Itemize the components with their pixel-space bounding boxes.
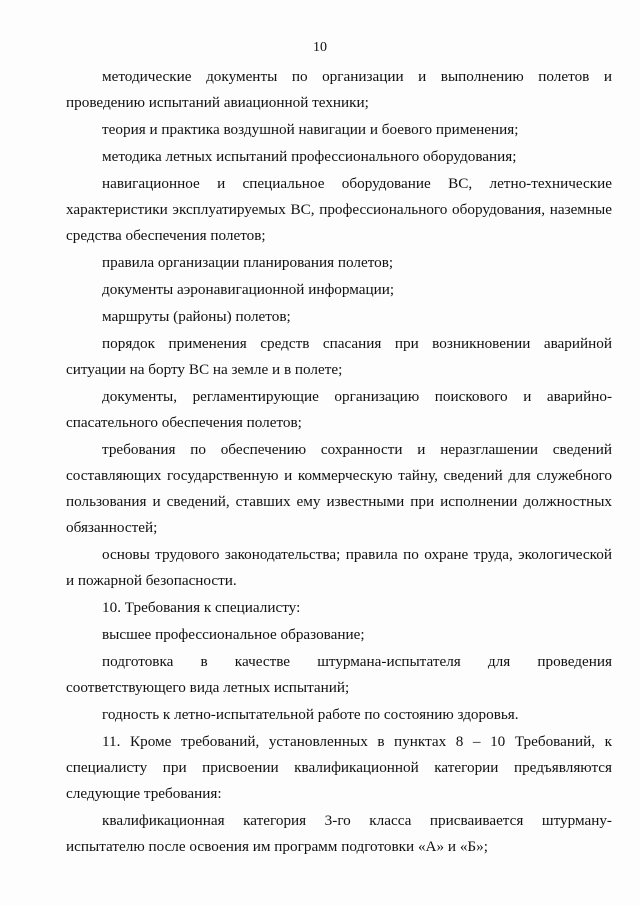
page-number: 10: [313, 40, 327, 55]
paragraph-third-class-category: квалификационная категория 3-го класса присваивается штурману-испытателю после освоения им программ подготовки «А» и «Б»;: [66, 812, 612, 855]
paragraph-flight-planning-rules: правила организации планирования полетов;: [102, 254, 394, 271]
paragraph-flight-test-methods: методика летных испытаний профессионального оборудования;: [102, 148, 517, 165]
paragraph-labor-law: основы трудового законодательства; правила по охране труда, экологической и пожарной безопасности.: [66, 546, 612, 589]
document-body: [66, 64, 612, 860]
section-heading-specialist-requirements: 10. Требования к специалисту:: [102, 599, 301, 616]
paragraph-higher-education: высшее профессиональное образование;: [102, 626, 365, 643]
paragraph-air-navigation-theory: теория и практика воздушной навигации и боевого применения;: [102, 121, 519, 138]
paragraph-search-rescue-documents: документы, регламентирующие организацию поискового и аварийно-спасательного обеспечения полетов;: [66, 388, 612, 431]
paragraph-methodical-documents: методические документы по организации и выполнению полетов и проведению испытаний авиационной техники;: [66, 68, 612, 111]
paragraph-navigation-equipment: навигационное и специальное оборудование ВС, летно-технические характеристики эксплуатируемых ВС, профессионального оборудования, наземные средства обеспечения полетов;: [66, 175, 612, 244]
paragraph-qualification-requirements: 11. Кроме требований, установленных в пунктах 8 – 10 Требований, к специалисту при присвоении квалификационной категории предъявляются следующие требования:: [66, 733, 612, 802]
paragraph-aeronautical-information: документы аэронавигационной информации;: [102, 281, 395, 298]
paragraph-rescue-procedures: порядок применения средств спасания при возникновении аварийной ситуации на борту ВС на земле и в полете;: [66, 335, 612, 378]
paragraph-confidentiality-requirements: требования по обеспечению сохранности и неразглашении сведений составляющих государственную и коммерческую тайну, сведений для служебного пользования и сведений, ставших ему известными при исполнении должностных обязанностей;: [66, 441, 612, 536]
paragraph-navigator-training: подготовка в качестве штурмана-испытателя для проведения соответствующего вида летных испытаний;: [66, 653, 612, 696]
paragraph-flight-routes: маршруты (районы) полетов;: [102, 308, 291, 325]
paragraph-health-fitness: годность к летно-испытательной работе по состоянию здоровья.: [102, 706, 519, 723]
